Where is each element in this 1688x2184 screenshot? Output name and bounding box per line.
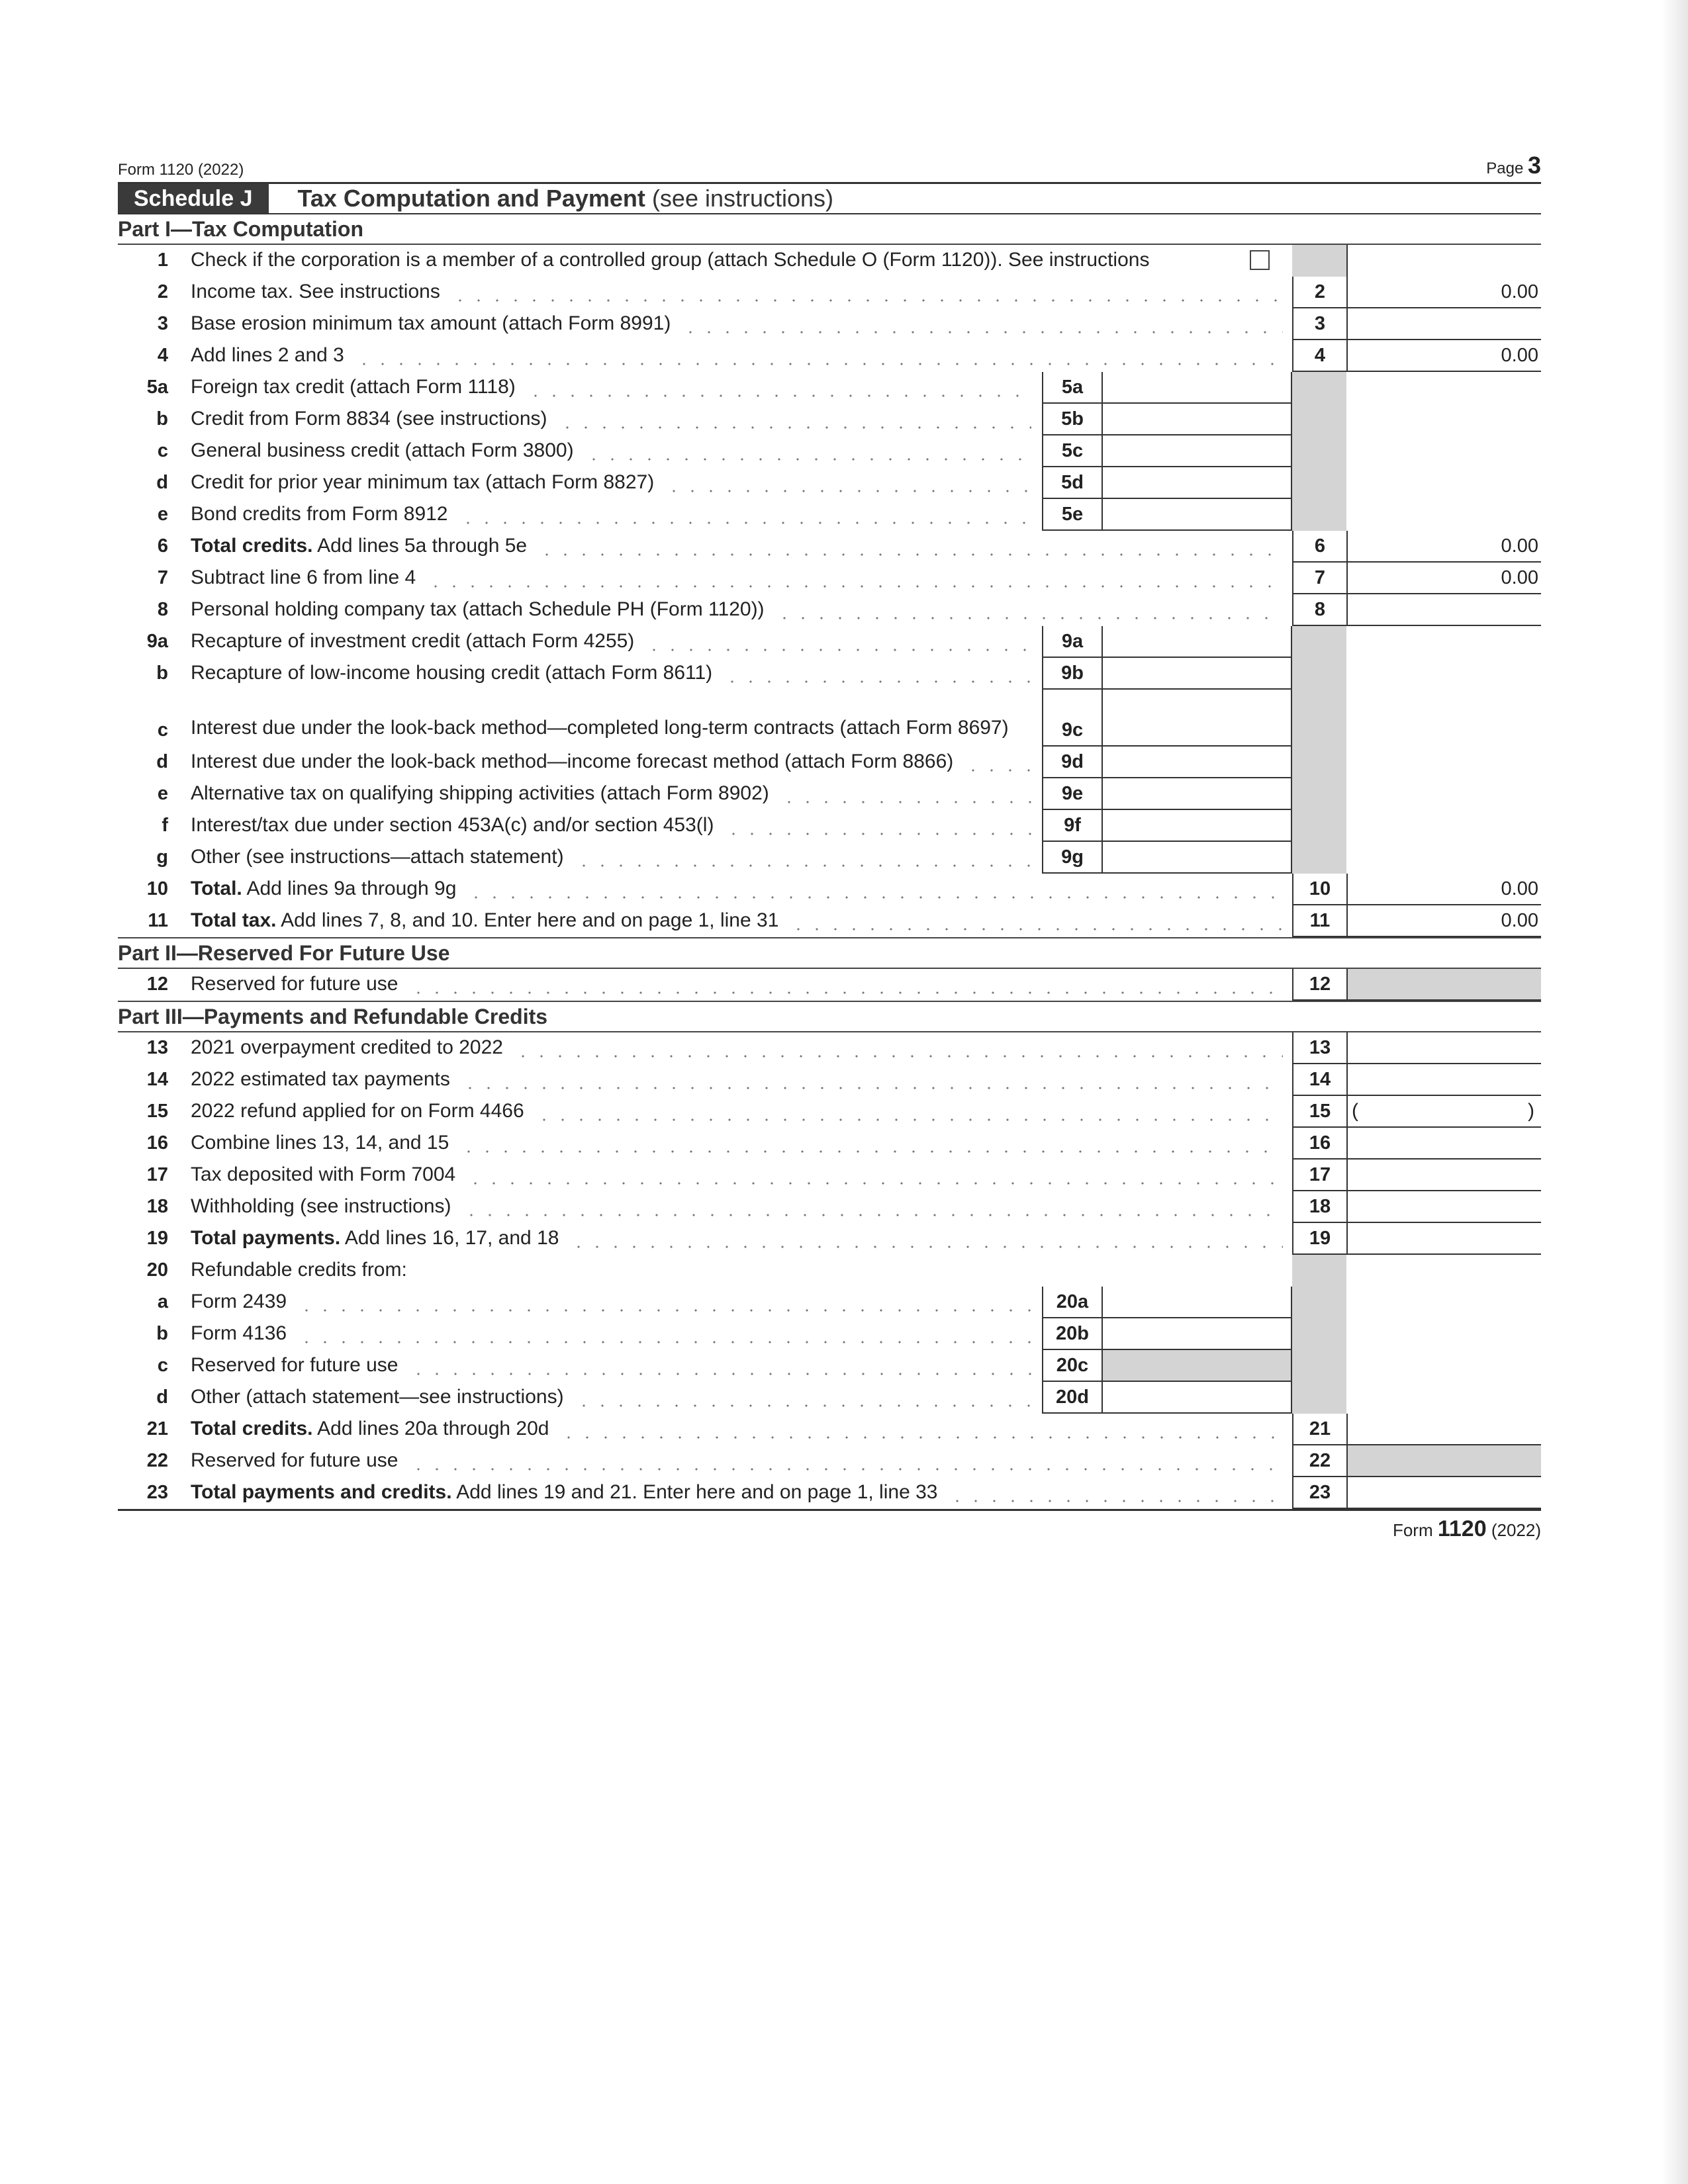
line-text: Refundable credits from:: [191, 1259, 407, 1281]
line-text: Income tax. See instructions: [191, 281, 440, 302]
line-description: [191, 567, 416, 589]
line-bold-label: Total tax.: [191, 909, 277, 931]
line-text: Add lines 7, 8, and 10. Enter here and on page 1, line 31: [281, 909, 779, 931]
line-number: 14: [146, 1069, 168, 1090]
leader-dots: [558, 426, 1031, 429]
form-line: [118, 245, 1541, 277]
line-description: [191, 471, 654, 494]
line-description: [191, 1322, 287, 1345]
line-number: b: [156, 408, 168, 430]
line-number: e: [157, 504, 168, 525]
line-number: g: [156, 846, 168, 868]
line-description: [191, 1259, 407, 1281]
schedule-title: Tax Computation and Payment (see instructions): [297, 185, 834, 212]
line-text: Add lines 5a through 5e: [317, 535, 528, 557]
line-text: Add lines 2 and 3: [191, 344, 344, 366]
leader-dots: [462, 1214, 1283, 1216]
part-3-payments: [118, 1001, 1541, 1509]
line-box: 12: [1292, 969, 1346, 1001]
line-box: 2: [1292, 277, 1346, 308]
shaded-cell: [1292, 499, 1346, 531]
line-box: 7: [1292, 563, 1346, 594]
line-text: Credit for prior year minimum tax (attach Form 8827): [191, 471, 655, 493]
leader-dots: [466, 1182, 1283, 1185]
shaded-cell: [1292, 842, 1346, 874]
form-line: [118, 1160, 1541, 1191]
line-description: [191, 312, 671, 335]
form-line: [118, 499, 1541, 531]
schedule-title-bar: [118, 182, 1541, 214]
form-line: [118, 594, 1541, 626]
line-box: 23: [1292, 1477, 1346, 1509]
amount-field[interactable]: [1346, 969, 1541, 1001]
line-description: [191, 281, 440, 303]
line-text: General business credit (attach Form 3800): [191, 439, 574, 461]
schedule-badge: Schedule J: [118, 184, 269, 213]
shaded-cell: [1292, 245, 1346, 277]
line-text: Check if the corporation is a member of a controlled group (attach Schedule O (Form 1120)). See instructions: [191, 249, 1150, 271]
leader-dots: [409, 991, 1283, 994]
line-number: 13: [146, 1037, 168, 1058]
line-text: Base erosion minimum tax amount (attach Form 8991): [191, 312, 671, 334]
controlled-group-checkbox[interactable]: [1250, 250, 1270, 270]
leader-dots: [451, 299, 1283, 302]
amount-field[interactable]: 0.00: [1346, 531, 1541, 563]
sub-amount-field[interactable]: [1103, 1318, 1292, 1350]
form-line: [118, 778, 1541, 810]
line-number: e: [157, 783, 168, 804]
leader-dots: [681, 331, 1283, 334]
line-text: Recapture of investment credit (attach Form 4255): [191, 630, 635, 652]
line-number: d: [156, 1387, 168, 1408]
leader-dots: [426, 585, 1283, 588]
line-text: Bond credits from Form 8912: [191, 503, 448, 525]
line-box: 8: [1292, 594, 1346, 626]
line-number: c: [157, 719, 168, 741]
sub-line-box: 9a: [1042, 626, 1103, 658]
amount-field[interactable]: [1346, 1477, 1541, 1509]
part-heading: Part III—Payments and Refundable Credits: [118, 1001, 1541, 1032]
sub-line-box: 5d: [1042, 467, 1103, 499]
line-box: 22: [1292, 1445, 1346, 1477]
leader-dots: [575, 864, 1031, 867]
line-text: Recapture of low-income housing credit (attach Form 8611): [191, 662, 713, 684]
shaded-cell: [1292, 778, 1346, 810]
form-line: [118, 1382, 1541, 1414]
line-number: 10: [146, 878, 168, 899]
sub-line-box: 5c: [1042, 435, 1103, 467]
line-number: b: [156, 1323, 168, 1344]
leader-dots: [459, 522, 1031, 524]
line-box: 19: [1292, 1223, 1346, 1255]
shaded-cell: [1292, 626, 1346, 658]
form-id: Form 1120 (2022): [118, 161, 244, 179]
amount-field[interactable]: 0.00: [1346, 277, 1541, 308]
line-number: 7: [157, 567, 168, 588]
amount-field[interactable]: [1346, 1096, 1541, 1128]
line-box: 11: [1292, 905, 1346, 937]
amount-field[interactable]: [1346, 1064, 1541, 1096]
line-text: Reserved for future use: [191, 1354, 399, 1376]
line-number: 17: [146, 1164, 168, 1185]
shaded-cell: [1292, 658, 1346, 690]
line-description: [191, 846, 564, 868]
line-description: [191, 1418, 549, 1440]
line-number: 5a: [146, 377, 168, 398]
leader-dots: [645, 649, 1031, 651]
line-text: 2022 refund applied for on Form 4466: [191, 1100, 524, 1122]
line-description: [191, 408, 547, 430]
line-text: Subtract line 6 from line 4: [191, 567, 416, 588]
line-text: Alternative tax on qualifying shipping activities (attach Form 8902): [191, 782, 769, 804]
form-line: [118, 372, 1541, 404]
line-text: Other (see instructions—attach statement): [191, 846, 564, 868]
line-number: b: [156, 662, 168, 684]
line-number: 16: [146, 1132, 168, 1154]
amount-field[interactable]: [1346, 1445, 1541, 1477]
sub-line-box: 5a: [1042, 372, 1103, 404]
form-line: [118, 747, 1541, 778]
sub-amount-field[interactable]: [1103, 658, 1292, 690]
form-line: [118, 626, 1541, 658]
form-line: [118, 690, 1541, 747]
form-line: [118, 1318, 1541, 1350]
leader-dots: [526, 394, 1031, 397]
line-description: [191, 344, 344, 367]
line-number: 8: [157, 599, 168, 620]
amount-field[interactable]: [1346, 1032, 1541, 1064]
part-heading: Part I—Tax Computation: [118, 214, 1541, 245]
line-text: Other (attach statement—see instructions): [191, 1386, 564, 1408]
sub-line-box: 20d: [1042, 1382, 1103, 1414]
leader-dots: [585, 458, 1031, 461]
sub-line-box: 5e: [1042, 499, 1103, 531]
sub-amount-field[interactable]: [1103, 467, 1292, 499]
line-description: [191, 1449, 399, 1472]
line-bold-label: Total payments and credits.: [191, 1481, 452, 1503]
paren-left: (: [1352, 1100, 1358, 1122]
line-description: [191, 1195, 451, 1218]
line-number: 2: [157, 281, 168, 302]
leader-dots: [297, 1341, 1031, 1343]
form-line: [118, 1128, 1541, 1160]
sub-amount-field[interactable]: [1103, 404, 1292, 435]
line-description: [191, 598, 765, 621]
form-line: [118, 874, 1541, 905]
sub-line-box: 9d: [1042, 747, 1103, 778]
form-line: [118, 1096, 1541, 1128]
line-bold-label: Total credits.: [191, 535, 313, 557]
form-line: [118, 1477, 1541, 1509]
line-text: 2021 overpayment credited to 2022: [191, 1036, 503, 1058]
amount-field[interactable]: [1346, 594, 1541, 626]
line-text: Interest due under the look-back method—income forecast method (attach Form 8866): [191, 751, 954, 772]
sub-amount-field[interactable]: [1103, 778, 1292, 810]
amount-field[interactable]: [1346, 308, 1541, 340]
line-number: 6: [157, 535, 168, 557]
form-line: [118, 1032, 1541, 1064]
line-box: 10: [1292, 874, 1346, 905]
form-line: [118, 404, 1541, 435]
line-bold-label: Total credits.: [191, 1418, 313, 1439]
line-text: Credit from Form 8834 (see instructions): [191, 408, 547, 430]
line-description: [191, 1100, 524, 1122]
line-description: [191, 1354, 399, 1377]
sub-line-box: 5b: [1042, 404, 1103, 435]
form-line: [118, 1191, 1541, 1223]
shaded-cell: [1292, 747, 1346, 778]
leader-dots: [775, 617, 1283, 619]
leader-dots: [355, 363, 1283, 365]
leader-dots: [964, 769, 1031, 772]
page-edge-shadow: [1662, 0, 1688, 2184]
line-description: [191, 878, 456, 900]
amount-field[interactable]: [1346, 1414, 1541, 1445]
line-text: Personal holding company tax (attach Schedule PH (Form 1120)): [191, 598, 765, 620]
shaded-cell: [1292, 1318, 1346, 1350]
line-text: Reserved for future use: [191, 973, 399, 995]
line-number: 15: [146, 1101, 168, 1122]
line-text: Withholding (see instructions): [191, 1195, 451, 1217]
line-number: 20: [146, 1259, 168, 1281]
line-number: 23: [146, 1482, 168, 1503]
line-box: 17: [1292, 1160, 1346, 1191]
sub-amount-field[interactable]: [1103, 435, 1292, 467]
leader-dots: [514, 1055, 1283, 1058]
form-line: [118, 1414, 1541, 1445]
form-line: [118, 467, 1541, 499]
line-box: 13: [1292, 1032, 1346, 1064]
form-line: [118, 969, 1541, 1001]
line-description: [191, 1291, 287, 1313]
part-1-tax-computation: [118, 214, 1541, 937]
line-number: a: [157, 1291, 168, 1312]
page-header: [118, 149, 1541, 182]
form-line: [118, 435, 1541, 467]
line-description: [191, 782, 769, 805]
line-description: [191, 1132, 449, 1154]
shaded-cell: [1292, 1287, 1346, 1318]
line-description: [191, 1386, 564, 1408]
line-text: Add lines 16, 17, and 18: [344, 1227, 559, 1249]
line-number: 11: [148, 910, 168, 931]
line-description: [191, 503, 448, 525]
line-description: [191, 535, 527, 557]
shaded-cell: [1292, 404, 1346, 435]
line-box: 16: [1292, 1128, 1346, 1160]
line-number: d: [156, 472, 168, 493]
line-box: 14: [1292, 1064, 1346, 1096]
form-line: [118, 340, 1541, 372]
line-box: 3: [1292, 308, 1346, 340]
line-description: [191, 814, 714, 837]
line-text: 2022 estimated tax payments: [191, 1068, 450, 1090]
sub-amount-field[interactable]: [1103, 1350, 1292, 1382]
shaded-cell: [1292, 1382, 1346, 1414]
line-description: [191, 376, 516, 398]
sub-line-box: 20c: [1042, 1350, 1103, 1382]
leader-dots: [461, 1087, 1283, 1089]
page-number: Page 3: [1486, 152, 1541, 179]
amount-field: [1346, 245, 1541, 277]
sub-line-box: 9c: [1042, 690, 1103, 747]
sub-line-box: 9b: [1042, 658, 1103, 690]
shaded-cell: [1292, 1255, 1346, 1287]
shaded-cell: [1292, 435, 1346, 467]
amount-field[interactable]: 0.00: [1346, 340, 1541, 372]
leader-dots: [559, 1436, 1283, 1439]
leader-dots: [409, 1468, 1283, 1471]
line-number: f: [162, 815, 168, 836]
line-number: 19: [146, 1228, 168, 1249]
form-line: [118, 658, 1541, 690]
sub-amount-field[interactable]: [1103, 1287, 1292, 1318]
line-description: [191, 662, 712, 684]
line-text: Reserved for future use: [191, 1449, 399, 1471]
sub-amount-field[interactable]: [1103, 690, 1292, 747]
line-box: 21: [1292, 1414, 1346, 1445]
amount-field[interactable]: [1346, 1160, 1541, 1191]
form-line: [118, 308, 1541, 340]
line-description: [191, 249, 1149, 271]
form-line: [118, 563, 1541, 594]
line-text: Combine lines 13, 14, and 15: [191, 1132, 449, 1154]
shaded-cell: [1292, 1350, 1346, 1382]
sub-amount-field[interactable]: [1103, 842, 1292, 874]
form-line: [118, 1255, 1541, 1287]
part-heading: Part II—Reserved For Future Use: [118, 937, 1541, 969]
line-number: 18: [146, 1196, 168, 1217]
page-footer: [118, 1509, 1541, 1541]
leader-dots: [569, 1246, 1283, 1248]
schedule-j-form: [118, 149, 1541, 1541]
line-text: Add lines 9a through 9g: [246, 878, 457, 899]
leader-dots: [575, 1404, 1031, 1407]
sub-line-box: 9g: [1042, 842, 1103, 874]
line-description: [191, 1227, 559, 1250]
amount-field[interactable]: 0.00: [1346, 563, 1541, 594]
form-line: [118, 1287, 1541, 1318]
line-text: Add lines 20a through 20d: [317, 1418, 549, 1439]
footer-form-id: Form 1120 (2022): [1392, 1516, 1541, 1541]
amount-field[interactable]: 0.00: [1346, 905, 1541, 937]
leader-dots: [665, 490, 1031, 492]
shaded-cell: [1292, 467, 1346, 499]
form-line: [118, 1223, 1541, 1255]
sub-amount-field[interactable]: [1103, 810, 1292, 842]
form-line: [118, 1445, 1541, 1477]
form-line: [118, 277, 1541, 308]
line-description: [191, 1068, 450, 1091]
form-line: [118, 531, 1541, 563]
line-box: 4: [1292, 340, 1346, 372]
leader-dots: [459, 1150, 1283, 1153]
line-number: 22: [146, 1450, 168, 1471]
leader-dots: [538, 553, 1283, 556]
line-number: 3: [157, 313, 168, 334]
line-number: 4: [157, 345, 168, 366]
amount-field[interactable]: [1346, 1191, 1541, 1223]
form-line: [118, 905, 1541, 937]
line-text: Tax deposited with Form 7004: [191, 1163, 456, 1185]
paren-right: ): [1528, 1100, 1534, 1122]
leader-dots: [948, 1500, 1283, 1502]
sub-amount-field[interactable]: [1103, 626, 1292, 658]
sub-amount-field[interactable]: [1103, 1382, 1292, 1414]
form-line: [118, 810, 1541, 842]
shaded-cell: [1292, 810, 1346, 842]
line-number: 12: [146, 974, 168, 995]
line-box: 18: [1292, 1191, 1346, 1223]
line-bold-label: Total.: [191, 878, 242, 899]
line-description: [191, 1481, 937, 1504]
line-number: c: [157, 440, 168, 461]
leader-dots: [724, 833, 1031, 835]
form-line: [118, 842, 1541, 874]
line-box: 6: [1292, 531, 1346, 563]
line-text: Form 2439: [191, 1291, 287, 1312]
leader-dots: [409, 1373, 1031, 1375]
line-description: [191, 439, 574, 462]
line-description: [191, 909, 778, 932]
line-bold-label: Total payments.: [191, 1227, 341, 1249]
line-description: [191, 630, 634, 653]
sub-amount-field[interactable]: [1103, 372, 1292, 404]
line-text: Foreign tax credit (attach Form 1118): [191, 376, 516, 398]
amount-field[interactable]: 0.00: [1346, 874, 1541, 905]
leader-dots: [535, 1118, 1283, 1121]
leader-dots: [723, 680, 1031, 683]
sub-line-box: 9e: [1042, 778, 1103, 810]
sub-line-box: 9f: [1042, 810, 1103, 842]
sub-line-box: 20a: [1042, 1287, 1103, 1318]
sub-amount-field[interactable]: [1103, 747, 1292, 778]
line-number: 21: [146, 1418, 168, 1439]
line-number: 1: [157, 250, 168, 271]
line-box: 15: [1292, 1096, 1346, 1128]
line-description: [191, 751, 953, 773]
amount-field[interactable]: [1346, 1223, 1541, 1255]
line-text: Form 4136: [191, 1322, 287, 1344]
sub-amount-field[interactable]: [1103, 499, 1292, 531]
leader-dots: [789, 928, 1283, 931]
line-text: Interest due under the look-back method—completed long-term contracts (attach Form 8697): [191, 717, 1009, 739]
leader-dots: [467, 896, 1283, 899]
line-number: d: [156, 751, 168, 772]
form-line: [118, 1064, 1541, 1096]
line-description: [191, 973, 399, 995]
line-description: [191, 1036, 503, 1059]
line-number: c: [157, 1355, 168, 1376]
form-line: [118, 1350, 1541, 1382]
part-2-reserved: [118, 937, 1541, 1001]
leader-dots: [297, 1309, 1031, 1312]
line-text: Interest/tax due under section 453A(c) and/or section 453(l): [191, 814, 714, 836]
amount-field[interactable]: [1346, 1128, 1541, 1160]
leader-dots: [780, 801, 1031, 803]
line-text: Add lines 19 and 21. Enter here and on page 1, line 33: [456, 1481, 938, 1503]
sub-line-box: 20b: [1042, 1318, 1103, 1350]
shaded-cell: [1292, 372, 1346, 404]
line-number: 9a: [146, 631, 168, 652]
shaded-cell: [1292, 690, 1346, 747]
line-description: [191, 715, 1144, 741]
line-description: [191, 1163, 455, 1186]
